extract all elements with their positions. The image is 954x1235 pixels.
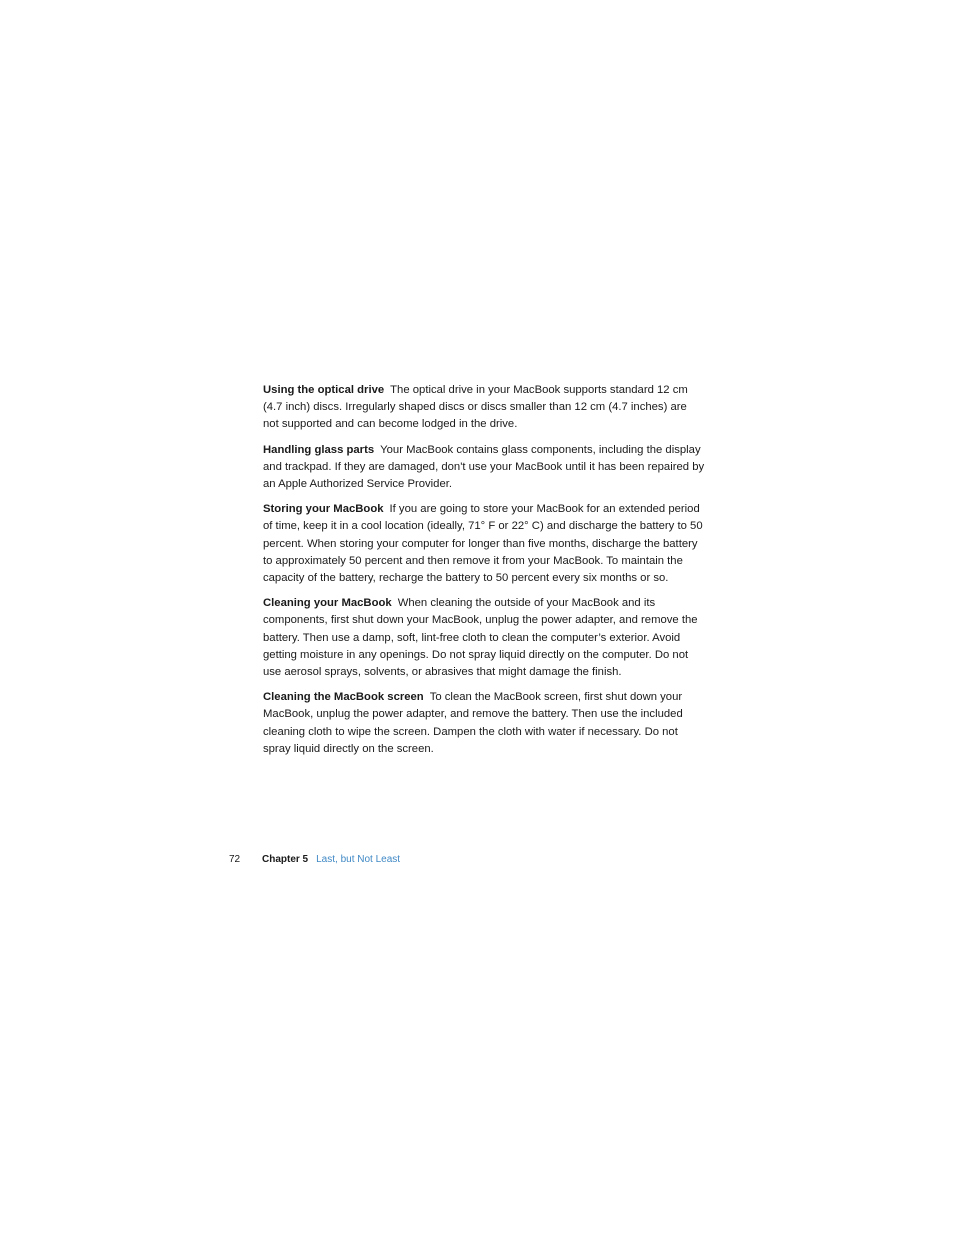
page-content: [263, 382, 705, 766]
section-heading: Handling glass parts: [263, 443, 375, 456]
section-optical-drive: [263, 382, 705, 434]
section-cleaning-screen: [263, 689, 705, 758]
section-body: When cleaning the outside of your MacBook and its components, first shut down your MacBook, unplug the power adapter, and remove the battery. Then use a damp, soft, lint-free cloth to clean the computer’s exterior. Avoid getting moisture in any openings. Do not spray liquid directly on the computer. Do not use aerosol sprays, solvents, or abrasives that might damage the finish.: [263, 597, 698, 679]
section-heading: Cleaning the MacBook screen: [263, 691, 424, 704]
section-body: To clean the MacBook screen, first shut down your MacBook, unplug the power adapter, and remove the battery. Then use the included cleaning cloth to wipe the screen. Dampen the cloth with water if necessary. Do not spray liquid directly on the screen.: [263, 691, 683, 755]
section-heading: Storing your MacBook: [263, 503, 384, 516]
page-number: 72: [229, 854, 241, 865]
section-heading: Using the optical drive: [263, 384, 385, 396]
section-body: If you are going to store your MacBook for an extended period of time, keep it in a cool location (ideally, 71° F or 22° C) and discharge the battery to 50 percent. When storing your computer for longer than five months, discharge the battery to approximately 50 percent and then remove it from your MacBook. To maintain the capacity of the battery, recharge the battery to 50 percent every six months or so.: [263, 503, 703, 585]
section-heading: Cleaning your MacBook: [263, 597, 392, 610]
chapter-label: Chapter 5: [262, 854, 309, 865]
section-glass-parts: [263, 442, 705, 494]
section-cleaning: [263, 595, 705, 681]
section-body: Your MacBook contains glass components, including the display and trackpad. If they are damaged, don't use your MacBook until it has been repaired by an Apple Authorized Service Provider.: [263, 443, 705, 491]
section-body: The optical drive in your MacBook supports standard 12 cm (4.7 inch) discs. Irregularly shaped discs or discs smaller than 12 cm (4.7 inches) are not supported and can become lodged in the drive.: [263, 384, 688, 431]
chapter-title-link[interactable]: Last, but Not Least: [316, 854, 401, 865]
page-footer: [229, 853, 400, 867]
section-storing: [263, 501, 705, 587]
